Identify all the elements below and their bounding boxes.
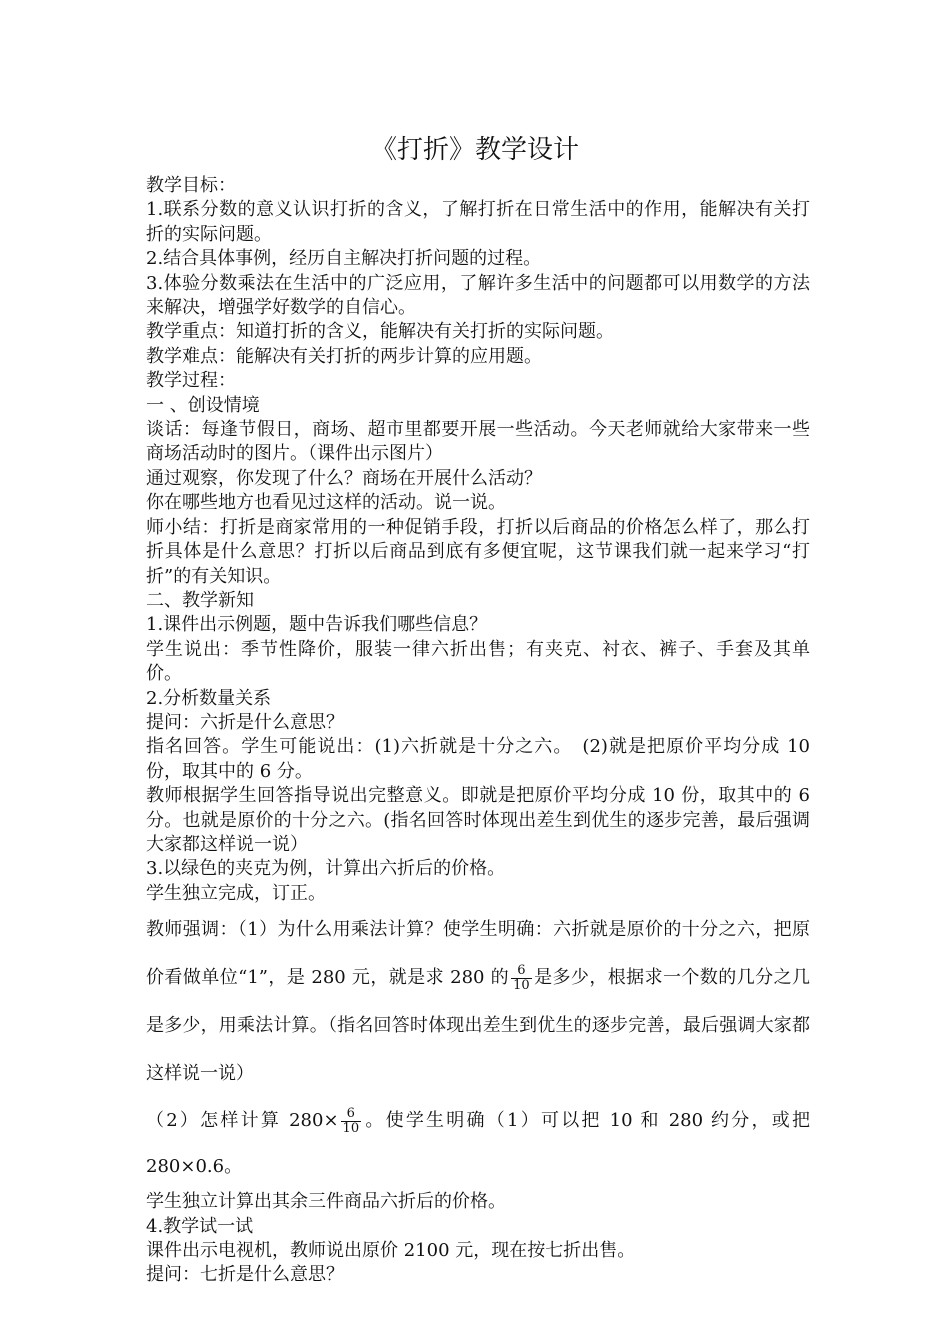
paragraph-with-fraction xyxy=(146,906,810,1098)
fraction xyxy=(341,1107,362,1136)
paragraph: 4.教学试一试 xyxy=(146,1215,254,1237)
document-body xyxy=(146,174,810,1288)
fraction-denominator: 10 xyxy=(342,1120,360,1136)
text-segment: （2）怎样计算 280× xyxy=(146,1110,339,1132)
paragraph: 谈话：每逢节假日，商场、超市里都要开展一些活动。今天老师就给大家带来一些商场活动时的图片。（课件出示图片） xyxy=(146,419,810,465)
paragraph: 课件出示电视机，教师说出原价 2100 元，现在按七折出售。 xyxy=(146,1240,636,1261)
text-segment: 。使学生明确（1）可以把 10 和 280 约分，或把 280×0.6。 xyxy=(146,1110,810,1178)
document-title: 《打折》教学设计 xyxy=(370,135,579,165)
paragraph: 1.课件出示例题，题中告诉我们哪些信息？ xyxy=(146,614,488,636)
paragraph: 提问：七折是什么意思？ xyxy=(146,1264,344,1286)
paragraph: 提问：六折是什么意思？ xyxy=(146,711,344,733)
paragraph: 指名回答。学生可能说出：(1)六折就是十分之六。 (2)就是把原价平均分成 10 份，取其中的 6 分。 xyxy=(146,736,810,782)
paragraph: 师小结：打折是商家常用的一种促销手段，打折以后商品的价格怎么样了，那么打折具体是什么意思？打折以后商品到底有多便宜呢，这节课我们就一起来学习“打折”的有关知识。 xyxy=(146,516,810,587)
paragraph: 通过观察，你发现了什么？商场在开展什么活动？ xyxy=(146,467,542,489)
paragraph: 3.体验分数乘法在生活中的广泛应用，了解许多生活中的问题都可以用数学的方法来解决，增强学好数学的自信心。 xyxy=(146,272,810,319)
text-segment: 是多少，根据求一个数的几分之几是多少，用乘法计算。（指名回答时体现出差生到优生的逐步完善，最后强调大家都这样说一说） xyxy=(146,967,810,1085)
paragraph: 1.联系分数的意义认识打折的含义，了解打折在日常生活中的作用，能解决有关打折的实际问题。 xyxy=(146,199,810,245)
paragraph: 3.以绿色的夹克为例，计算出六折后的价格。 xyxy=(146,858,506,880)
section-heading: 一 、创设情境 xyxy=(146,394,260,416)
paragraph: 学生独立计算出其余三件商品六折后的价格。 xyxy=(146,1191,506,1213)
paragraph: 学生说出：季节性降价，服装一律六折出售；有夹克、衬衣、裤子、手套及其单价。 xyxy=(146,638,810,685)
paragraph: 2.结合具体事例，经历自主解决打折问题的过程。 xyxy=(146,248,542,270)
fraction-numerator: 6 xyxy=(511,964,532,979)
fraction-denominator: 10 xyxy=(513,977,530,993)
text-segment: 教师强调：（1）为什么用乘法计算？使学生明确：六折就是原价的十分之六，把原价看做单位“1”，是 280 元，就是求 280 的 xyxy=(146,919,810,989)
paragraph: 教学难点：能解决有关打折的两步计算的应用题。 xyxy=(146,345,542,367)
paragraph-with-fraction xyxy=(146,1098,810,1190)
paragraph: 2.分析数量关系 xyxy=(146,687,272,709)
section-heading: 教学目标： xyxy=(146,175,236,196)
fraction-numerator: 6 xyxy=(341,1107,362,1122)
paragraph: 你在哪些地方也看见过这样的活动。说一说。 xyxy=(146,492,506,514)
section-heading: 教学过程： xyxy=(146,370,236,392)
fraction xyxy=(511,964,532,993)
paragraph: 教学重点：知道打折的含义，能解决有关打折的实际问题。 xyxy=(146,321,614,343)
paragraph: 教师根据学生回答指导说出完整意义。即就是把原价平均分成 10 份，取其中的 6 分。也就是原价的十分之六。(指名回答时体现出差生到优生的逐步完善，最后强调大家都这样说一说） xyxy=(146,785,810,855)
section-heading: 二、教学新知 xyxy=(146,589,254,611)
paragraph: 学生独立完成，订正。 xyxy=(146,882,326,904)
